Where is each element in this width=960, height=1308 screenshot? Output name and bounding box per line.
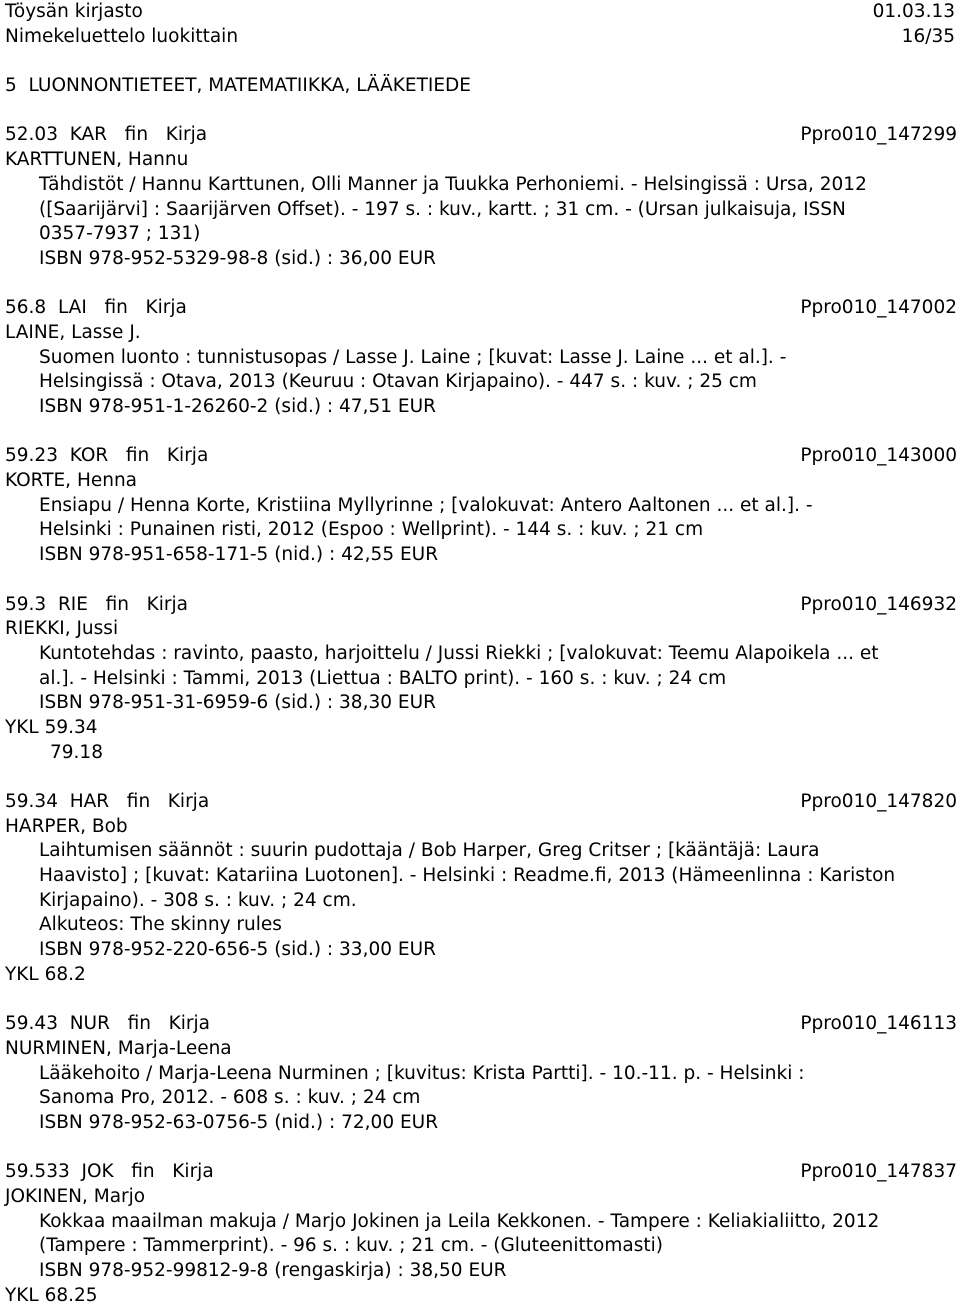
author: HARPER, Bob — [5, 815, 128, 837]
entry-header — [5, 123, 957, 148]
print-date: 01.03.13 — [872, 1, 955, 22]
description-line: ISBN 978-952-5329-98-8 (sid.) : 36,00 EUR — [39, 247, 436, 269]
description-line: Kokkaa maailman makuja / Marjo Jokinen ja Leila Kekkonen. - Tampere : Keliakialiitto, 2012 — [39, 1210, 880, 1232]
entry-list — [5, 123, 957, 1308]
catalog-entry — [5, 296, 957, 444]
catalog-entry — [5, 790, 957, 1012]
author: RIEKKI, Jussi — [5, 618, 119, 640]
classification: 52.03 KAR fin Kirja — [5, 124, 208, 146]
catalog-entry — [5, 123, 957, 296]
author: JOKINEN, Marjo — [5, 1186, 146, 1207]
entry-header — [5, 593, 957, 618]
author: KARTTUNEN, Hannu — [5, 149, 189, 171]
description-line: Kuntotehdas : ravinto, paasto, harjoittelu / Jussi Riekki ; [valokuvat: Teemu Alapoikela ... et — [39, 642, 879, 664]
record-id: Ppro010_143000 — [800, 445, 957, 467]
catalog-page — [5, 0, 957, 1308]
description-line: Laihtumisen säännöt : suurin pudottaja / Bob Harper, Greg Critser ; [kääntäjä: Laura — [39, 840, 820, 862]
catalog-entry — [5, 444, 957, 592]
classification: 59.34 HAR fin Kirja — [5, 791, 210, 812]
description-line: ISBN 978-952-220-656-5 (sid.) : 33,00 EUR — [39, 939, 436, 961]
ykl-class: YKL 68.2 — [5, 963, 86, 985]
catalog-entry — [5, 1012, 957, 1160]
list-title: Nimekeluettelo luokittain — [5, 25, 239, 47]
ykl-class: YKL 59.34 — [5, 716, 98, 738]
entry-header — [5, 1160, 957, 1185]
entry-header — [5, 444, 957, 469]
classification: 56.8 LAI fin Kirja — [5, 297, 187, 319]
description-line: Ensiapu / Henna Korte, Kristiina Myllyrinne ; [valokuvat: Antero Aaltonen ... et al.]. - — [39, 494, 813, 516]
description-line: ISBN 978-951-31-6959-6 (sid.) : 38,30 EUR — [39, 692, 436, 714]
catalog-entry — [5, 593, 957, 791]
entry-header — [5, 790, 957, 815]
ykl-class: 79.18 — [50, 741, 103, 763]
catalog-entry — [5, 1160, 957, 1308]
page-number: 16/35 — [901, 25, 955, 47]
library-name: Töysän kirjasto — [5, 1, 143, 22]
author: NURMINEN, Marja-Leena — [5, 1037, 232, 1059]
classification: 59.533 JOK fin Kirja — [5, 1161, 214, 1183]
record-id: Ppro010_147002 — [800, 297, 957, 319]
description-line: Suomen luonto : tunnistusopas / Lasse J. Laine ; [kuvat: Lasse J. Laine ... et al.]. - — [39, 346, 787, 368]
description-line: Haavisto] ; [kuvat: Katariina Luotonen]. - Helsinki : Readme.fi, 2013 (Hämeenlinna : Kariston — [39, 865, 896, 887]
header-row-2 — [5, 25, 957, 50]
description-line: ISBN 978-951-1-26260-2 (sid.) : 47,51 EUR — [39, 396, 436, 417]
description-line: 0357-7937 ; 131) — [39, 223, 201, 245]
description-line: (Tampere : Tammerprint). - 96 s. : kuv. ; 21 cm. - (Gluteenittomasti) — [39, 1235, 663, 1257]
description-line: Tähdistöt / Hannu Karttunen, Olli Manner ja Tuukka Perhoniemi. - Helsingissä : Ursa, 2012 — [39, 173, 867, 195]
description-line: al.]. - Helsinki : Tammi, 2013 (Liettua : BALTO print). - 160 s. : kuv. ; 24 cm — [39, 667, 727, 689]
description-line: Helsinki : Punainen risti, 2012 (Espoo : Wellprint). - 144 s. : kuv. ; 21 cm — [39, 519, 704, 541]
classification: 59.3 RIE fin Kirja — [5, 593, 188, 615]
record-id: Ppro010_147837 — [800, 1161, 957, 1183]
record-id: Ppro010_146113 — [800, 1013, 957, 1035]
entry-header — [5, 1012, 957, 1037]
description-line: ISBN 978-952-63-0756-5 (nid.) : 72,00 EUR — [39, 1111, 439, 1133]
entry-header — [5, 296, 957, 321]
description-line: ISBN 978-951-658-171-5 (nid.) : 42,55 EUR — [39, 544, 439, 566]
description-line: ([Saarijärvi] : Saarijärven Offset). - 197 s. : kuv., kartt. ; 31 cm. - (Ursan julkaisuja, ISSN — [39, 198, 846, 220]
section-title: 5 LUONNONTIETEET, MATEMATIIKKA, LÄÄKETIEDE — [5, 75, 471, 97]
record-id: Ppro010_147820 — [800, 791, 957, 812]
description-line: Kirjapaino). - 308 s. : kuv. ; 24 cm. — [39, 889, 357, 911]
record-id: Ppro010_147299 — [800, 124, 957, 146]
author: KORTE, Henna — [5, 470, 138, 492]
description-line: Alkuteos: The skinny rules — [39, 914, 282, 936]
ykl-class: YKL 68.25 — [5, 1284, 98, 1306]
record-id: Ppro010_146932 — [800, 593, 957, 615]
author: LAINE, Lasse J. — [5, 321, 141, 343]
description-line: Helsingissä : Otava, 2013 (Keuruu : Otavan Kirjapaino). - 447 s. : kuv. ; 25 cm — [39, 371, 757, 393]
description-line: Sanoma Pro, 2012. - 608 s. : kuv. ; 24 cm — [39, 1087, 421, 1109]
classification: 59.23 KOR fin Kirja — [5, 445, 209, 467]
classification: 59.43 NUR fin Kirja — [5, 1013, 210, 1035]
description-line: Lääkehoito / Marja-Leena Nurminen ; [kuvitus: Krista Partti]. - 10.-11. p. - Helsinki : — [39, 1062, 805, 1084]
header-row-1 — [5, 0, 957, 25]
description-line: ISBN 978-952-99812-9-8 (rengaskirja) : 38,50 EUR — [39, 1260, 507, 1282]
